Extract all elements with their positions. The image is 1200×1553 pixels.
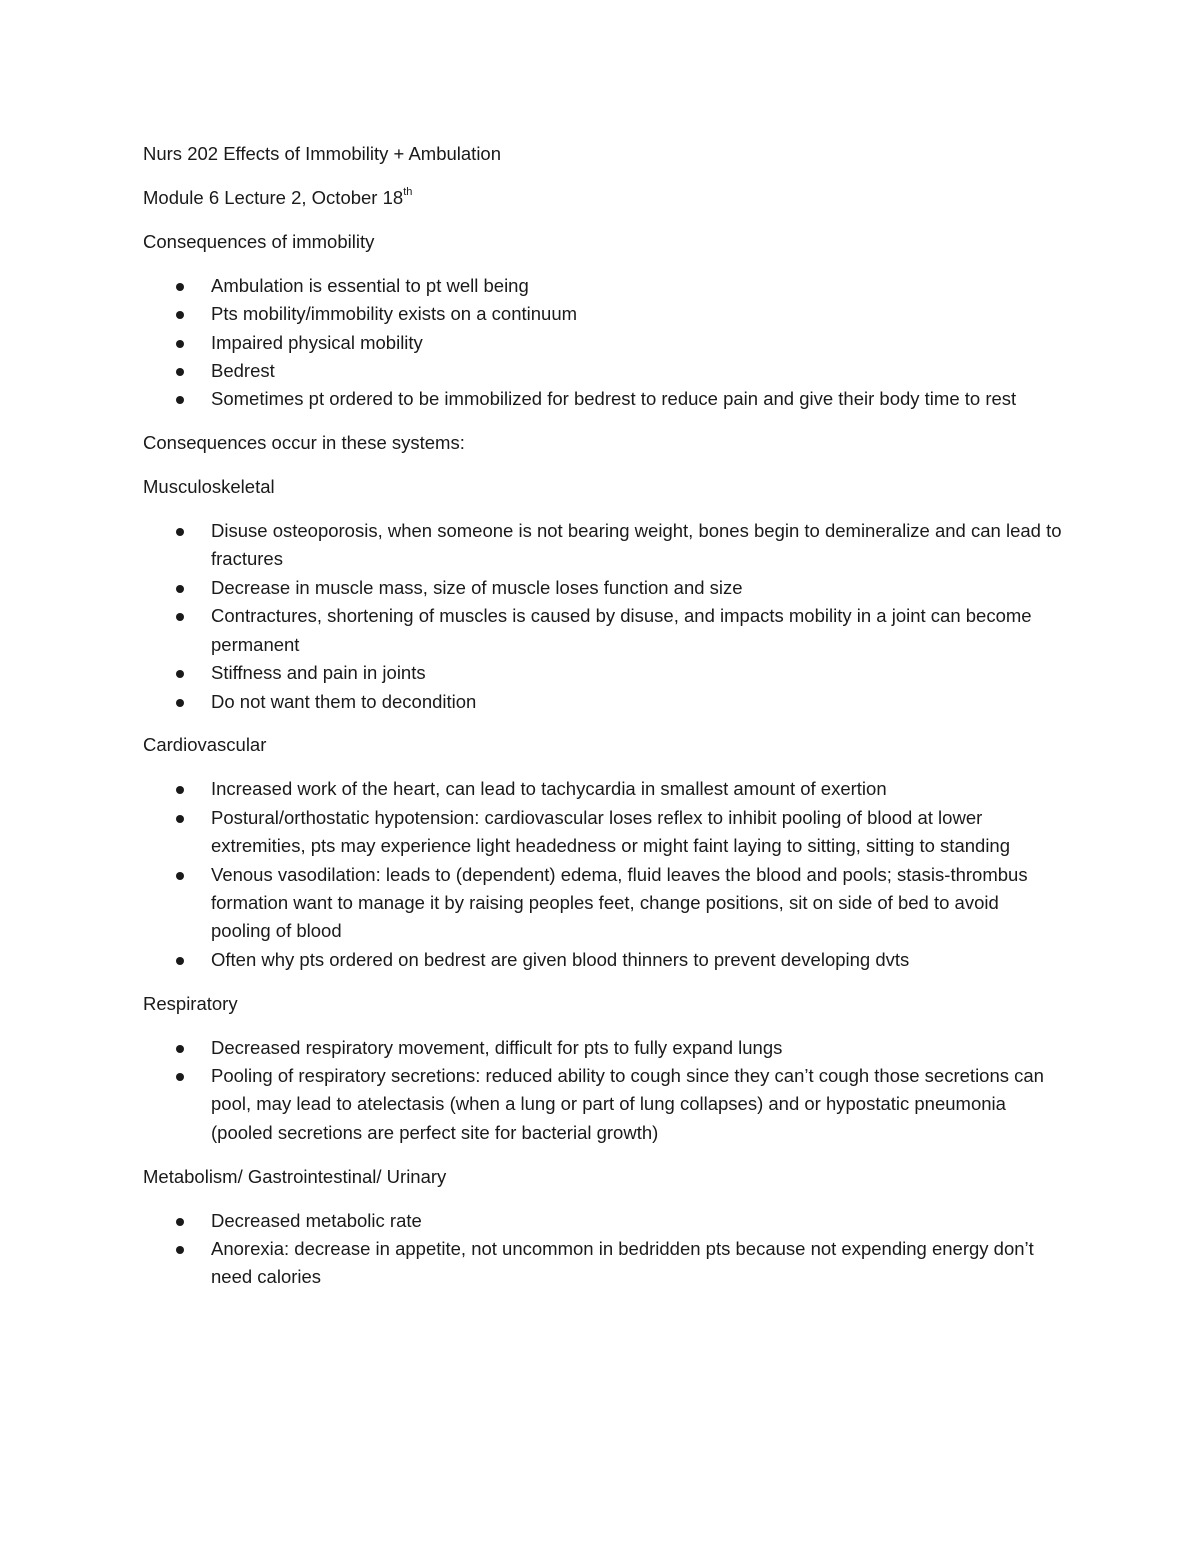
- section-heading: Respiratory: [143, 992, 238, 1014]
- list-item-text: Decrease in muscle mass, size of muscle loses function and size: [211, 576, 743, 598]
- list-item: [143, 602, 1063, 659]
- list-item-text: Venous vasodilation: leads to (dependent) edema, fluid leaves the blood and pools; stasis-thrombus formation want to manage it by raising peoples feet, change positions, sit on side of bed to avoid pooling of blood: [211, 863, 1028, 942]
- list-item: [143, 300, 1063, 328]
- list-item-text: Postural/orthostatic hypotension: cardiovascular loses reflex to inhibit pooling of blood at lower extremities, pts may experience light headedness or might faint laying to sitting, sitting to standing: [211, 806, 1011, 857]
- bullet-icon: [176, 340, 184, 348]
- bullet-icon: [176, 368, 184, 376]
- list-item: [143, 804, 1063, 861]
- bullet-icon: [176, 786, 184, 794]
- section-heading: Consequences of immobility: [143, 230, 375, 252]
- list-item: [143, 1062, 1063, 1147]
- list-item-text: Bedrest: [211, 359, 275, 381]
- bullet-icon: [176, 815, 184, 823]
- bullet-icon: [176, 311, 184, 319]
- list-item: [143, 775, 1063, 803]
- bullet-icon: [176, 613, 184, 621]
- section-heading: Musculoskeletal: [143, 476, 275, 498]
- list-item-text: Do not want them to decondition: [211, 690, 477, 712]
- document-title: Nurs 202 Effects of Immobility + Ambulation: [143, 143, 502, 164]
- list-item-text: Contractures, shortening of muscles is caused by disuse, and impacts mobility in a joint can become permanent: [211, 605, 1032, 655]
- bullet-list: [143, 517, 1063, 716]
- list-item: [143, 659, 1063, 687]
- list-item: [143, 329, 1063, 357]
- list-item-text: Pooling of respiratory secretions: reduced ability to cough since they can’t cough those secretions can pool, may lead to atelectasis (when a lung or part of lung collapses) and or hypostatic pneumonia (pooled secretions are perfect site for bacterial growth): [211, 1064, 1044, 1143]
- list-item-text: Sometimes pt ordered to be immobilized for bedrest to reduce pain and give their body time to rest: [211, 388, 1017, 410]
- bullet-icon: [176, 528, 184, 536]
- bullet-icon: [176, 585, 184, 593]
- list-item-text: Stiffness and pain in joints: [211, 662, 426, 684]
- bullet-list: [143, 1207, 1063, 1292]
- list-item: [143, 1235, 1063, 1292]
- list-item-text: Disuse osteoporosis, when someone is not bearing weight, bones begin to demineralize and can lead to fractures: [211, 520, 1062, 570]
- list-item-text: Pts mobility/immobility exists on a continuum: [211, 303, 578, 325]
- section-heading: Cardiovascular: [143, 734, 267, 756]
- list-item: [143, 385, 1063, 413]
- document-subtitle: [143, 184, 1063, 212]
- subtitle-superscript: th: [403, 185, 413, 198]
- bullet-icon: [176, 670, 184, 678]
- list-item-text: Decreased metabolic rate: [211, 1209, 422, 1231]
- list-item-text: Decreased respiratory movement, difficult for pts to fully expand lungs: [211, 1036, 783, 1058]
- bullet-icon: [176, 1246, 184, 1254]
- list-item: [143, 688, 1063, 716]
- bullet-list: [143, 1034, 1063, 1148]
- list-item: [143, 1207, 1063, 1235]
- list-item: [143, 946, 1063, 974]
- bullet-icon: [176, 957, 184, 965]
- bullet-icon: [176, 1045, 184, 1053]
- bullet-icon: [176, 396, 184, 404]
- list-item: [143, 357, 1063, 385]
- list-item: [143, 574, 1063, 602]
- bullet-icon: [176, 699, 184, 707]
- list-item: [143, 272, 1063, 300]
- document-page: [143, 140, 1063, 1307]
- bullet-list: [143, 775, 1063, 974]
- section-heading: Consequences occur in these systems:: [143, 432, 465, 454]
- document-sections: [143, 228, 1063, 1292]
- list-item-text: Ambulation is essential to pt well being: [211, 274, 529, 296]
- list-item: [143, 1034, 1063, 1062]
- list-item-text: Increased work of the heart, can lead to tachycardia in smallest amount of exertion: [211, 778, 887, 800]
- list-item: [143, 517, 1063, 574]
- bullet-list: [143, 272, 1063, 414]
- list-item: [143, 861, 1063, 946]
- section-heading: Metabolism/ Gastrointestinal/ Urinary: [143, 1165, 447, 1187]
- bullet-icon: [176, 872, 184, 880]
- list-item-text: Anorexia: decrease in appetite, not uncommon in bedridden pts because not expending energy don’t need calories: [211, 1238, 1034, 1288]
- list-item-text: Impaired physical mobility: [211, 331, 423, 353]
- bullet-icon: [176, 1073, 184, 1081]
- bullet-icon: [176, 283, 184, 291]
- subtitle-text: Module 6 Lecture 2, October 18: [143, 186, 404, 208]
- bullet-icon: [176, 1218, 184, 1226]
- list-item-text: Often why pts ordered on bedrest are given blood thinners to prevent developing dvts: [211, 948, 910, 970]
